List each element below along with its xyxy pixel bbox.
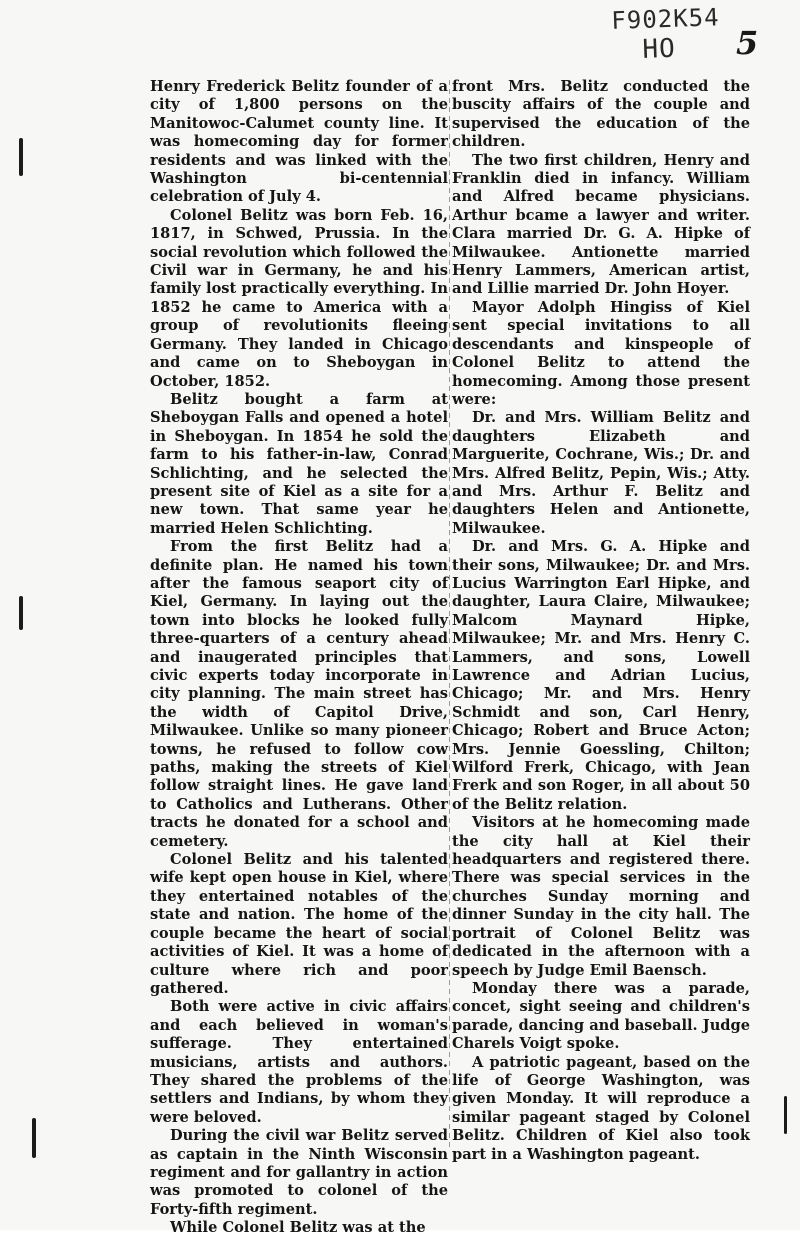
- article-paragraph: Colonel Belitz and his talented wife kept open house in Kiel, where they entertained notables of the state and nation. The home of the couple became the heart of social activities of Kiel. It was a home of culture where rich and poor gathered.: [150, 851, 448, 997]
- margin-scan-mark: [19, 596, 23, 630]
- archive-code-line-1: F902K54: [610, 3, 720, 35]
- article-paragraph: The two first children, Henry and Franklin died in infancy. William and Alfred became physicians. Arthur bcame a lawyer and writer. Clara married Dr. G. A. Hipke of Milwaukee. Antionette married Henry Lammers, American artist, and Lillie married Dr. John Hoyer.: [452, 151, 750, 298]
- article-paragraph: Belitz bought a farm at Sheboygan Falls and opened a hotel in Sheboygan. In 1854 he sold the farm to his father-in-law, Conrad Schlichting, and he selected the present site of Kiel as a site for a new town. That same year he married Helen Schlichting.: [150, 390, 448, 537]
- archive-code-line-2: HO: [641, 33, 677, 65]
- page-number: 5: [736, 24, 759, 62]
- article-paragraph: Dr. and Mrs. William Belitz and daughters Elizabeth and Marguerite, Cochrane, Wis.; Dr. and Mrs. Alfred Belitz, Pepin, Wis.; Atty. and Mrs. Arthur F. Belitz and daughters Helen and Antionette, Milwaukee.: [452, 409, 750, 537]
- article-paragraph: Monday there was a parade, concet, sight seeing and children's parade, dancing and baseball. Judge Charels Voigt spoke.: [452, 979, 750, 1053]
- article-paragraph: While Colonel Belitz was at the: [170, 1219, 426, 1237]
- article-paragraph: Mayor Adolph Hingiss of Kiel sent special invitations to all descendants and kinspeople of Colonel Belitz to attend the homecoming. Among those present were:: [452, 298, 750, 408]
- article-paragraph: Henry Frederick Belitz founder of a city of 1,800 persons on the Manitowoc-Calumet county line. It was homecoming day for former residents and was linked with the Washington bi-centennial celebration of July 4.: [150, 78, 448, 206]
- article-paragraph: Both were active in civic affairs and each believed in woman's sufferage. They entertained musicians, artists and authors. They shared the problems of the settlers and Indians, by whom they were beloved.: [150, 998, 448, 1126]
- article-paragraph: From the first Belitz had a definite plan. He named his town after the famous seaport city of Kiel, Germany. In laying out the town into blocks he looked fully three-quarters of a century ahead and inaugerated principles that civic experts today incorporate in city planning. The main street has the width of Capitol Drive, Milwaukee. Unlike so many pioneer towns, he refused to follow cow paths, making the streets of Kiel follow straight lines. He gave land to Catholics and Lutherans. Other tracts he donated for a school and cemetery.: [150, 538, 448, 850]
- article-paragraph: A patriotic pageant, based on the life of George Washington, was given Monday. It will reproduce a similar pageant staged by Colonel Belitz. Children of Kiel also took part in a Washington pageant.: [452, 1053, 750, 1163]
- article-paragraph: front Mrs. Belitz conducted the buscity affairs of the couple and supervised the education of the children.: [452, 78, 750, 151]
- article-column-right: [452, 78, 750, 1164]
- article-paragraph: Colonel Belitz was born Feb. 16, 1817, in Schwed, Prussia. In the social revolution which followed the Civil war in Germany, he and his family lost practically everything. In 1852 he came to America with a group of revolutionits fleeing Germany. They landed in Chicago and came on to Sheboygan in October, 1852.: [150, 206, 448, 390]
- article-paragraph: Dr. and Mrs. G. A. Hipke and their sons, Milwaukee; Dr. and Mrs. Lucius Warrington Earl Hipke, and daughter, Laura Claire, Milwaukee; Malcom Maynard Hipke, Milwaukee; Mr. and Mrs. Henry C. Lammers, and sons, Lowell Lawrence and Adrian Lucius, Chicago; Mr. and Mrs. Henry Schmidt and son, Carl Henry, Chicago; Robert and Bruce Acton; Mrs. Jennie Goessling, Chilton; Wilford Frerk, Chicago, with Jean Frerk and son Roger, in all about 50 of the Belitz relation.: [452, 538, 750, 813]
- column-divider: [449, 80, 450, 1150]
- margin-scan-mark: [32, 1118, 36, 1158]
- handwritten-archive-code: [611, 2, 723, 72]
- margin-scan-mark: [19, 138, 23, 176]
- article-column-left: [150, 78, 448, 1238]
- article-paragraph: Visitors at he homecoming made the city hall at Kiel their headquarters and registered there. There was special services in the churches Sunday morning and dinner Sunday in the city hall. The portrait of Colonel Belitz was dedicated in the afternoon with a speech by Judge Emil Baensch.: [452, 814, 750, 979]
- article-paragraph: During the civil war Belitz served as captain in the Ninth Wisconsin regiment and for gallantry in action was promoted to colonel of the Forty-fifth regiment.: [150, 1127, 448, 1218]
- margin-scan-mark: [784, 1096, 787, 1134]
